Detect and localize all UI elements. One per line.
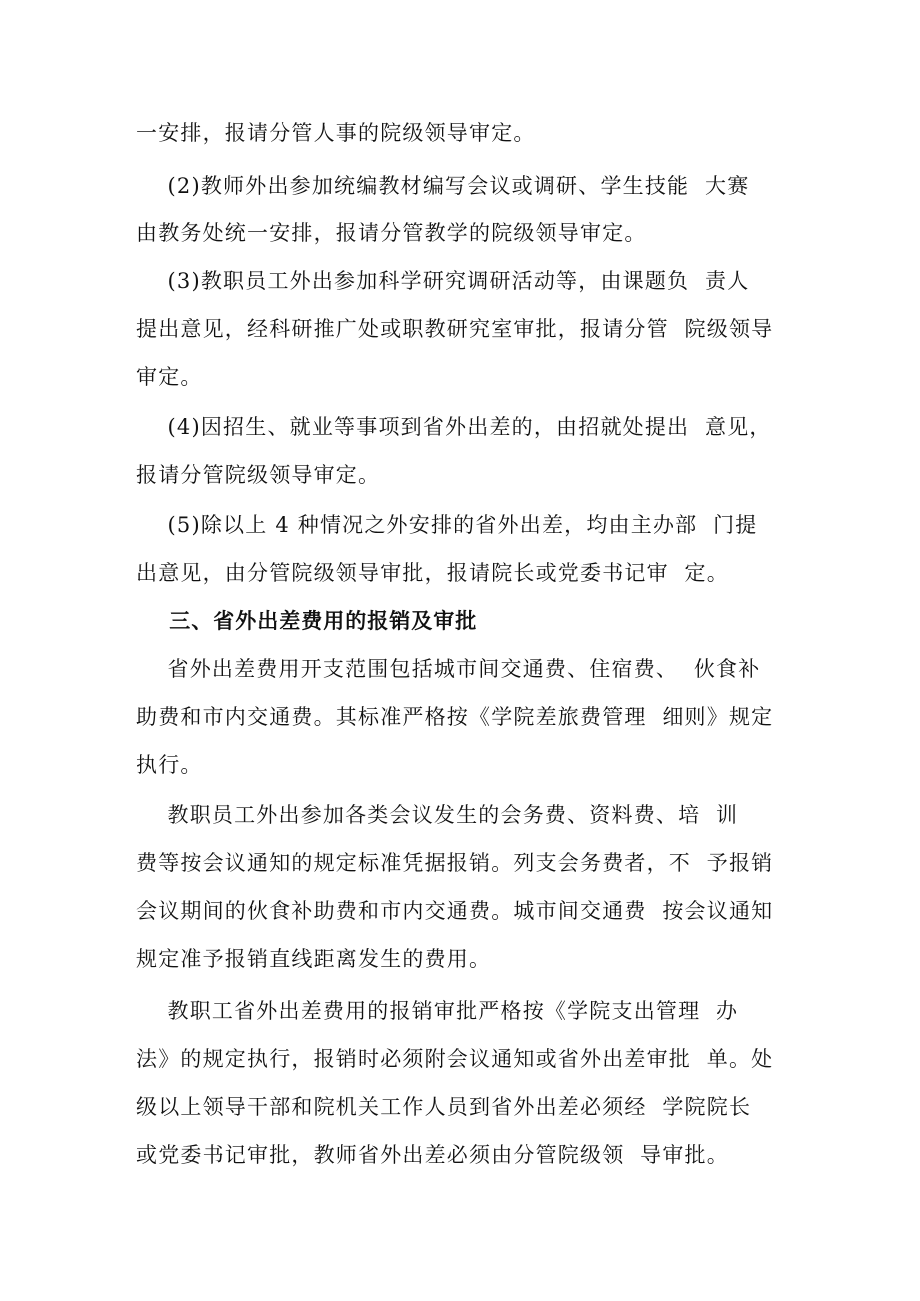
body-line: (2)教师外出参加统编教材编写会议或调研、学生技能 大赛 xyxy=(136,174,750,198)
body-line: 助费和市内交通费。其标准严格按《学院差旅费管理 细则》规定 xyxy=(136,705,774,729)
body-line: 省外出差费用开支范围包括城市间交通费、住宿费、 伙食补 xyxy=(136,657,761,681)
section-heading: 三、省外出差费用的报销及审批 xyxy=(136,609,478,633)
body-line: 教职工省外出差费用的报销审批严格按《学院支出管理 办 xyxy=(136,999,739,1023)
body-line: 规定准予报销直线距离发生的费用。 xyxy=(136,947,492,971)
body-line: 执行。 xyxy=(136,753,203,777)
body-line: 法》的规定执行，报销时必须附会议通知或省外出差审批 单。处 xyxy=(136,1047,774,1071)
body-line: 一安排，报请分管人事的院级领导审定。 xyxy=(136,121,536,145)
body-line: 教职员工外出参加各类会议发生的会务费、资料费、培 训 xyxy=(136,803,739,827)
body-line: 出意见，由分管院级领导审批，报请院长或党委书记审 定。 xyxy=(136,561,729,585)
body-line: (3)教职员工外出参加科学研究调研活动等，由课题负 责人 xyxy=(136,269,750,293)
body-line: 级以上领导干部和院机关工作人员到省外出差必须经 学院院长 xyxy=(136,1095,752,1119)
body-line: 由教务处统一安排，报请分管教学的院级领导审定。 xyxy=(136,221,647,245)
body-line: 费等按会议通知的规定标准凭据报销。列支会务费者，不 予报销 xyxy=(136,851,774,875)
body-line: 审定。 xyxy=(136,365,203,389)
body-line: 或党委书记审批，教师省外出差必须由分管院级领 导审批。 xyxy=(136,1143,729,1167)
body-line: 会议期间的伙食补助费和市内交通费。城市间交通费 按会议通知 xyxy=(136,899,774,923)
body-line: (4)因招生、就业等事项到省外出差的，由招就处提出 意见， xyxy=(136,415,772,439)
body-line: 报请分管院级领导审定。 xyxy=(136,463,381,487)
body-line: 提出意见，经科研推广处或职教研究室审批，报请分管 院级领导 xyxy=(136,317,774,341)
body-line: (5)除以上 4 种情况之外安排的省外出差，均由主办部 门提 xyxy=(136,513,758,537)
